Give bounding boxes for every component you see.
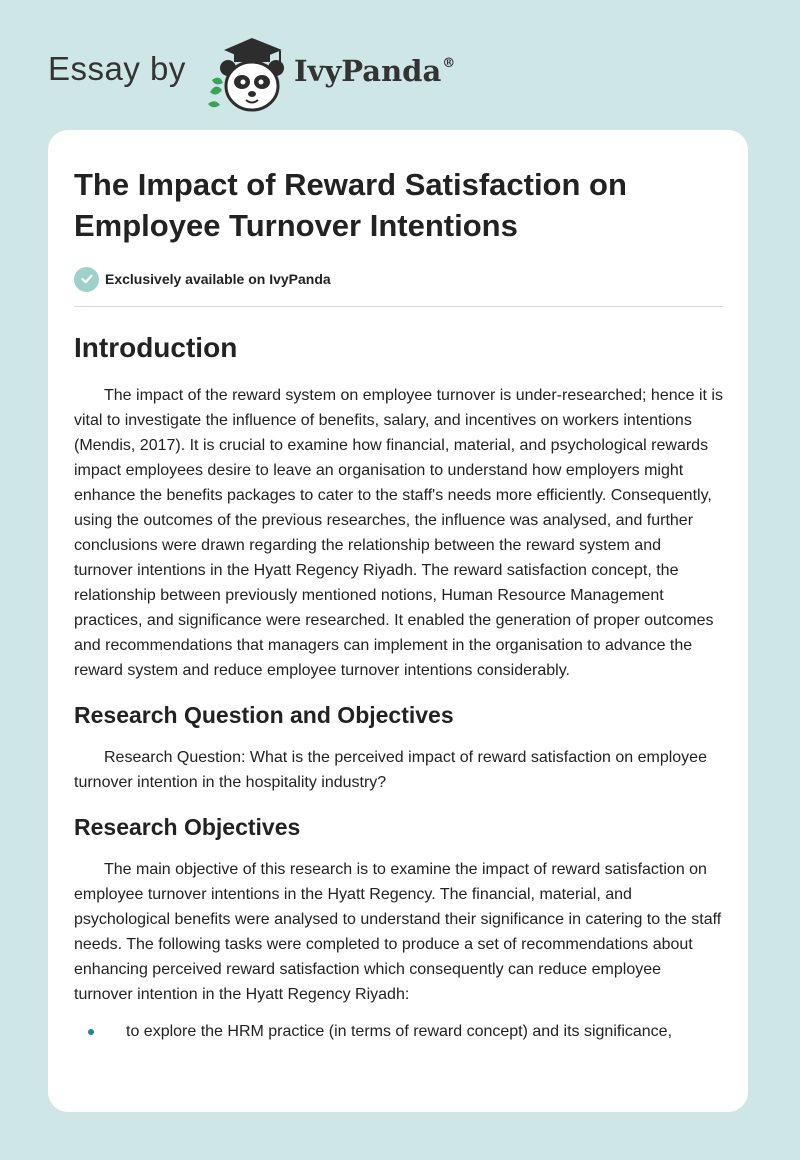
- bullet-icon: [88, 1029, 94, 1035]
- research-question-paragraph: Research Question: What is the perceived impact of reward satisfaction on employee turnover intention in the hospitality industry?: [74, 749, 707, 791]
- essay-by-label: Essay by: [48, 50, 186, 87]
- panda-graduate-icon[interactable]: [204, 34, 288, 114]
- research-question-heading: Research Question and Objectives: [74, 702, 454, 728]
- introduction-paragraph: The impact of the reward system on employee turnover is under-researched; hence it is vital to investigate the influence of benefits, salary, and incentives on workers intentions (Mendis, 2017). It is crucial to examine how financial, material, and psychological rewards impact employees desire to leave an organisation to understand how employers might enhance the benefits packages to cater to the staff's needs more efficiently. Consequently, using the outcomes of the previous researches, the influence was analysed, and further conclusions were drawn regarding the relationship between the reward system and turnover intentions in the Hyatt Regency Riyadh. The reward satisfaction concept, the relationship between previously mentioned notions, Human Resource Management practices, and significance were researched. It enabled the generation of proper outcomes and recommendations that managers can implement in the organisation to advance the reward system and reduce employee turnover intentions considerably.: [74, 387, 723, 679]
- exclusive-label: Exclusively available on IvyPanda: [105, 271, 331, 287]
- site-header: [48, 28, 752, 118]
- brand-label: IvyPanda: [294, 54, 442, 88]
- introduction-heading: Introduction: [74, 332, 238, 363]
- list-item: [74, 1019, 724, 1044]
- article-card: [48, 130, 748, 1112]
- title-divider: [74, 306, 723, 307]
- article-content: [74, 164, 724, 1044]
- brand-name[interactable]: [294, 54, 455, 88]
- exclusive-badge: [74, 266, 724, 292]
- article-title: The Impact of Reward Satisfaction on Employee Turnover Intentions: [74, 167, 627, 243]
- list-item-text: to explore the HRM practice (in terms of reward concept) and its significance,: [126, 1023, 673, 1040]
- objectives-list: [74, 1019, 724, 1044]
- research-objectives-heading: Research Objectives: [74, 814, 301, 840]
- check-badge-icon: [74, 267, 99, 292]
- registered-mark: ®: [442, 56, 456, 71]
- research-objectives-paragraph: The main objective of this research is to examine the impact of reward satisfaction on employee turnover intentions in the Hyatt Regency. The financial, material, and psychological benefits were analysed to understand their significance in catering to the staff needs. The following tasks were completed to produce a set of recommendations about enhancing perceived reward satisfaction which consequently can reduce employee turnover intention in the Hyatt Regency Riyadh:: [74, 861, 722, 1003]
